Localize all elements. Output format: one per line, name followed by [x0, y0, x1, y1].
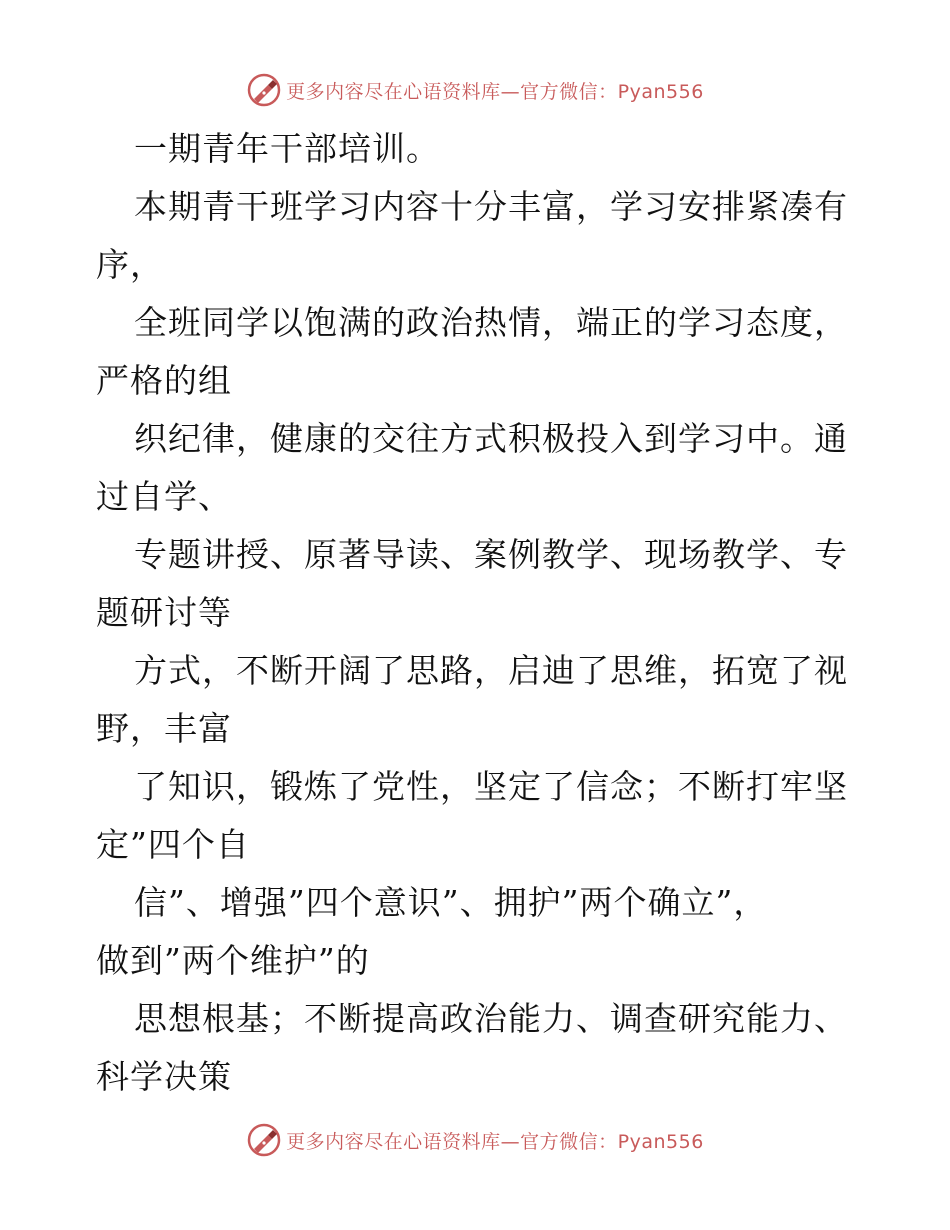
text-line: 专题讲授、原著导读、案例教学、现场教学、专 [134, 535, 848, 574]
text-line: 一期青年干部培训。 [134, 129, 440, 168]
text-line: 信”、增强”四个意识”、拥护”两个确立”， [134, 883, 768, 922]
text-line: 过自学、 [96, 477, 232, 516]
footer-banner-text: 更多内容尽在心语资料库—官方微信：Pyan556 [286, 1130, 704, 1153]
text-line: 了知识，锻炼了党性，坚定了信念；不断打牢坚 [134, 767, 848, 806]
text-line: 野，丰富 [96, 709, 232, 748]
document-body [96, 120, 866, 1106]
text-line: 做到”两个维护”的 [96, 941, 370, 980]
pen-nib-logo-icon [246, 1122, 282, 1158]
text-line: 序， [96, 245, 164, 284]
header-banner-text: 更多内容尽在心语资料库—官方微信：Pyan556 [286, 80, 704, 103]
header-watermark-banner [0, 70, 950, 110]
text-line: 定”四个自 [96, 825, 250, 864]
footer-watermark-banner [0, 1120, 950, 1160]
text-line: 全班同学以饱满的政治热情，端正的学习态度， [134, 303, 848, 342]
text-line: 严格的组 [96, 361, 232, 400]
pen-nib-logo-icon [246, 72, 282, 108]
text-line: 题研讨等 [96, 593, 232, 632]
text-line: 本期青干班学习内容十分丰富，学习安排紧凑有 [134, 187, 848, 226]
text-line: 织纪律，健康的交往方式积极投入到学习中。通 [134, 419, 848, 458]
text-line: 方式，不断开阔了思路，启迪了思维，拓宽了视 [134, 651, 848, 690]
text-line: 科学决策 [96, 1057, 232, 1096]
text-line: 思想根基；不断提高政治能力、调查研究能力、 [134, 999, 848, 1038]
